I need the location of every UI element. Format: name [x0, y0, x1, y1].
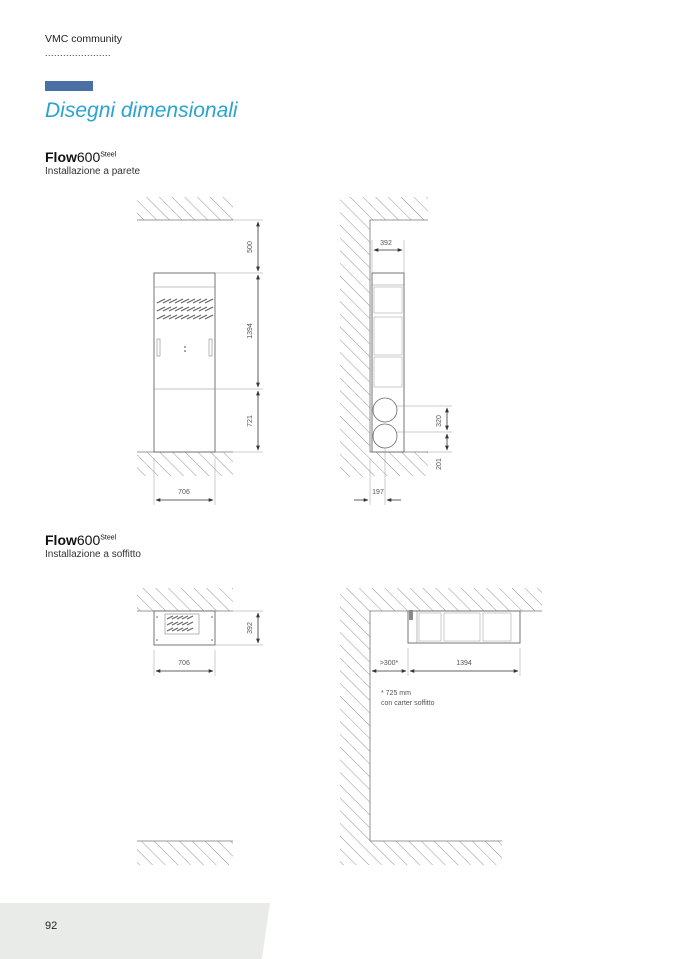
- footer-panel: [0, 903, 270, 959]
- ceiling-hatch: [370, 588, 542, 611]
- dim-clearance: >300*: [379, 660, 399, 667]
- dim-depth: 392: [380, 240, 392, 247]
- product-title-ceiling: $Flow600^{Steel}$: [45, 532, 117, 548]
- ceiling-front-view: [137, 588, 263, 865]
- dim-duct-spacing: 320: [436, 415, 443, 427]
- dim-wall-offset: 197: [372, 489, 384, 496]
- header-dots-divider: ......................: [45, 48, 112, 58]
- dim-width: 706: [178, 489, 190, 496]
- product-subtitle-wall: Installazione a parete: [45, 166, 141, 177]
- wall-front-view: [137, 197, 263, 505]
- floor-hatch: [370, 452, 428, 476]
- duct-lower: [373, 424, 397, 448]
- unit-side: [408, 611, 520, 643]
- ceiling-hatch: [137, 197, 233, 220]
- floor-hatch: [137, 452, 233, 476]
- ceiling-hatch: [137, 588, 233, 611]
- floor-hatch: [370, 841, 502, 865]
- floor-hatch: [137, 841, 233, 865]
- ceiling-hatch: [370, 197, 428, 220]
- dim-width: 706: [178, 660, 190, 667]
- wall-hatch: [340, 197, 370, 477]
- wall-hatch: [340, 588, 370, 865]
- dim-top-clearance: 500: [247, 241, 254, 253]
- header-label: VMC community: [45, 33, 123, 45]
- footnote-line2: con carter soffitto: [381, 700, 435, 707]
- duct-upper: [373, 398, 397, 422]
- page-number: 92: [45, 920, 58, 932]
- footnote-line1: * 725 mm: [381, 690, 411, 697]
- dim-floor-offset: 201: [436, 458, 443, 470]
- dim-foot-height: 721: [247, 415, 254, 427]
- wall-side-view: [340, 197, 452, 505]
- dim-height: 392: [247, 622, 254, 634]
- dim-unit-height: 1394: [247, 323, 254, 339]
- ceiling-side-view: [340, 588, 542, 865]
- section-title: Disegni dimensionali: [45, 99, 238, 122]
- dim-length: 1394: [456, 660, 472, 667]
- product-subtitle-ceiling: Installazione a soffitto: [45, 549, 141, 560]
- product-title-wall: $Flow600^{Steel}$: [45, 149, 117, 165]
